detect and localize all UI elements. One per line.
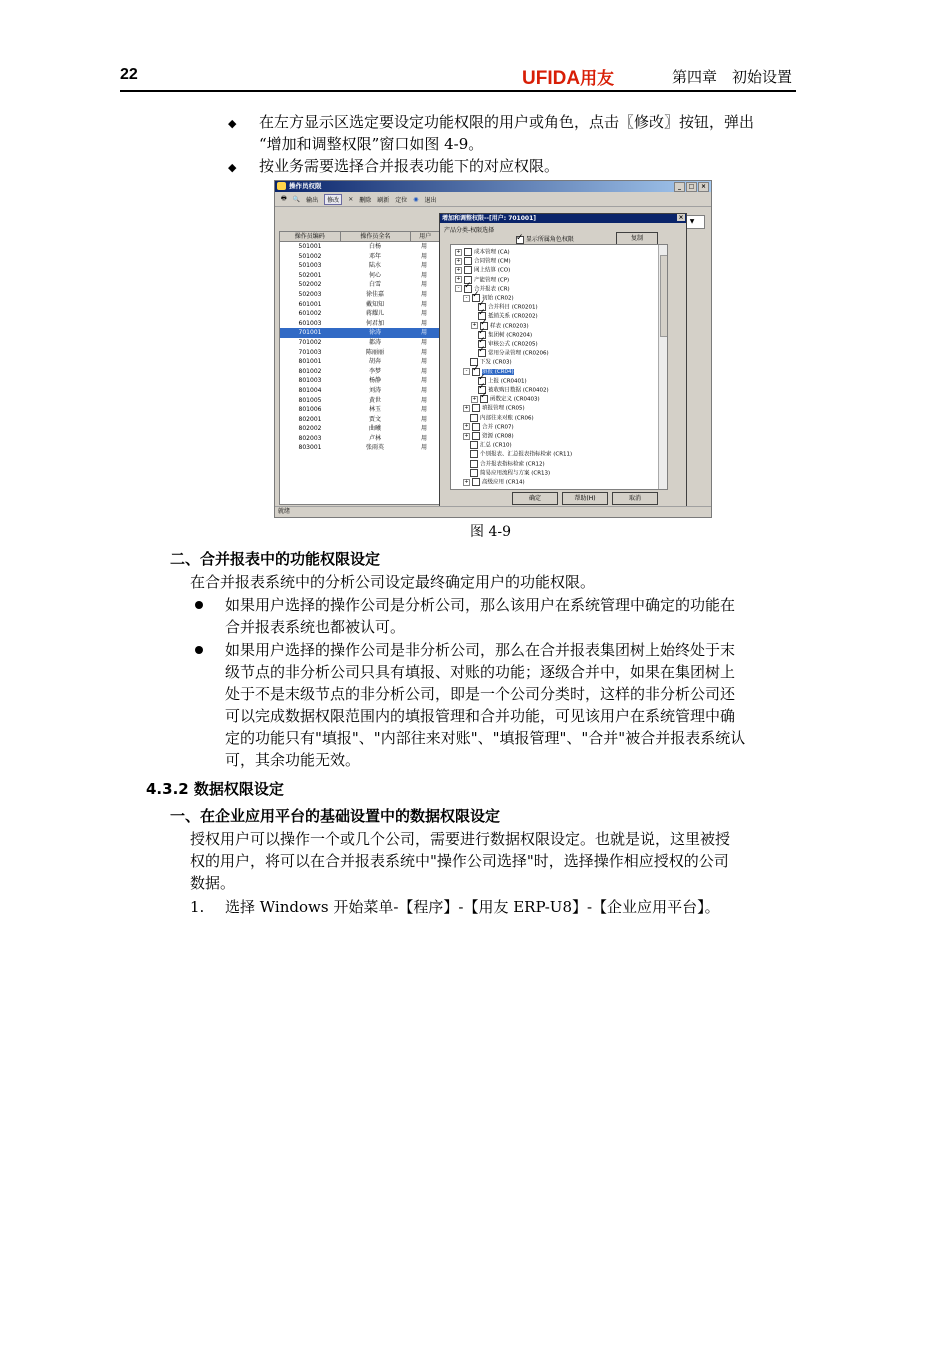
b2-line-6: 可，其余功能无效。 [225,751,361,769]
cell-name: 都涛 [368,338,381,346]
expand-icon[interactable]: + [464,432,469,439]
modify-button[interactable]: 修改 [324,194,342,205]
collapse-icon[interactable]: - [455,285,462,292]
checkbox-icon[interactable] [470,441,478,449]
grid-header [280,232,440,242]
tree-node-label: 函数定义 (CR0403) [490,396,540,403]
table-row[interactable] [280,319,440,329]
collapse-icon[interactable]: - [463,295,470,302]
cell-code: 502002 [298,281,322,289]
cell-user: 用 [420,329,427,337]
section-432-paragraph [190,828,730,894]
page-number: 22 [120,66,138,83]
cell-code: 803001 [298,444,322,452]
tree-node[interactable] [463,423,514,431]
tree-node-label: 合同管理 (CM) [474,258,511,265]
tree-scrollbar[interactable] [658,245,667,489]
combo-dropdown-icon[interactable]: ▼ [679,215,705,229]
cell-code: 701003 [298,348,322,356]
cell-code: 802003 [298,434,322,442]
tree-node-label: 合并科目 (CR0201) [488,304,538,311]
checkbox-icon[interactable] [464,257,472,265]
cell-user: 用 [420,262,427,270]
cell-name: 蒋耀儿 [365,310,384,318]
tree-node-label: 下发 (CR03) [480,359,512,366]
show-role-permission-checkbox[interactable] [516,234,574,244]
copy-button[interactable]: 复制 [616,232,658,245]
tree-spacer [471,314,476,319]
col-header-user[interactable]: 用户 [411,232,440,241]
section-432-subtitle: 一、在企业应用平台的基础设置中的数据权限设定 [170,807,501,825]
b1-line-2: 合并报表系统也都被认可。 [225,618,406,636]
cell-code: 501002 [298,252,322,260]
checkbox-icon[interactable] [480,395,488,403]
tree-spacer [463,415,468,420]
cell-user: 用 [420,396,427,404]
tree-node-label: 简易应用流程与方案 (CR13) [480,470,551,477]
cell-name: 贾文 [368,415,381,423]
close-button[interactable]: × [698,182,709,192]
b2-line-4: 可以完成数据权限范围内的填报管理和合并功能，可见该用户在系统管理中确 [225,707,736,725]
table-row[interactable] [280,405,440,415]
cell-code: 701002 [298,338,322,346]
cell-name: 白杨 [368,243,381,250]
cell-name: 杨静 [368,377,381,385]
table-row[interactable] [280,376,440,386]
tree-node-label: 合并报表 (CR) [474,286,510,293]
cell-name: 陈丽丽 [365,348,384,356]
tree-node[interactable] [455,248,510,256]
window-titlebar [275,181,711,192]
intro-bullet-1-line-2: “增加和调整权限”窗口如图 4-9。 [259,135,484,153]
tree-node[interactable] [463,469,550,477]
expand-icon[interactable]: + [456,276,461,283]
table-row[interactable] [280,338,440,348]
dialog-close-button[interactable]: × [678,214,684,221]
locate-button[interactable]: 定位 [395,196,408,204]
cell-user: 用 [420,300,427,308]
preview-icon[interactable]: 🔍 [292,195,301,203]
cell-user: 用 [420,444,427,452]
p-line-3: 数据。 [190,874,236,892]
cell-name: 徐涛 [368,329,381,337]
tree-spacer [463,360,468,365]
tree-node-label: 成本管理 (CA) [474,249,510,256]
checkbox-icon[interactable] [472,432,480,440]
cell-code: 701001 [298,329,322,337]
cell-user: 用 [420,348,427,356]
checkbox-icon[interactable] [464,285,472,293]
checkbox-icon[interactable] [472,404,480,412]
tree-node-label: 网上结算 (CO) [474,267,511,274]
tree-node-label: 上报 (CR0401) [488,378,527,385]
b2-line-3: 处于不是末级节点的非分析公司，即是一个公司分类时，这样的非分析公司还 [225,685,736,703]
cell-name: 刘涛 [368,386,381,394]
section-432-title: 4.3.2 数据权限设定 [146,780,284,798]
tree-node-label: 初始 (CR02) [482,295,514,302]
table-row[interactable] [280,280,440,290]
tree-node-label: 抵销关系 (CR0202) [488,313,538,320]
help-icon[interactable]: ◉ [413,195,419,203]
table-row[interactable] [280,367,440,377]
cell-user: 用 [420,271,427,279]
cancel-button[interactable]: 取消 [612,492,658,505]
section-2-title: 二、合并报表中的功能权限设定 [170,550,381,568]
group-label: 产品分类-权限选择 [444,227,495,234]
expand-icon[interactable]: + [456,257,461,264]
tree-node-label: 汇总 (CR10) [480,442,512,449]
cell-user: 用 [420,415,427,423]
permission-dialog [439,213,687,507]
cell-name: 戴知知 [365,300,384,308]
cell-code: 801005 [298,396,322,404]
expand-icon[interactable]: + [464,423,469,430]
cell-user: 用 [420,243,427,250]
tree-node-label: 填报 (CR04) [482,369,514,376]
checkbox-icon[interactable] [464,266,472,274]
table-row[interactable] [280,309,440,319]
step-text: 选择 Windows 开始菜单-【程序】-【用友 ERP-U8】-【企业应用平台】。 [225,898,720,916]
cell-user: 用 [420,425,427,433]
cell-user: 用 [420,319,427,327]
collapse-icon[interactable]: - [463,368,470,375]
tree-node[interactable] [463,478,525,486]
tree-node[interactable] [463,294,514,302]
refresh-button[interactable]: 刷新 [377,196,390,204]
delete-button[interactable]: 删除 [359,196,372,204]
tree-spacer [471,332,476,337]
ok-button[interactable]: 确定 [512,492,558,505]
cell-user: 用 [420,377,427,385]
diamond-bullet-icon: ◆ [228,161,237,174]
cell-code: 801001 [298,358,322,366]
checkbox-icon[interactable] [470,414,478,422]
cell-user: 用 [420,406,427,414]
expand-icon[interactable]: + [456,266,461,273]
logo-cn: 用友 [580,69,615,88]
cell-code: 802001 [298,415,322,423]
page-header [120,66,796,92]
cell-user: 用 [420,386,427,394]
checkbox-icon[interactable] [470,450,478,458]
tree-node[interactable] [463,414,534,422]
tree-node-label: 审核公式 (CR0205) [488,341,538,348]
table-row[interactable] [280,271,440,281]
tree-node[interactable] [455,266,510,274]
tree-node[interactable] [471,395,540,403]
logo-en: UFIDA [522,68,581,89]
step-number: 1. [190,898,205,916]
tree-node[interactable] [463,358,512,366]
tree-node-label: 高级应用 (CR14) [482,479,525,486]
p-line-1: 授权用户可以操作一个或几个公司，需要进行数据权限设定。也就是说，这里被授 [190,830,731,848]
tree-spacer [463,461,468,466]
section-2-bullet-2 [225,639,745,771]
cell-code: 601001 [298,300,322,308]
cell-code: 802002 [298,425,322,433]
cell-code: 801006 [298,406,322,414]
dialog-title: 增加和调整权限--[用户: 701001] [442,215,537,222]
operator-grid [279,231,441,505]
table-row[interactable] [280,242,440,252]
checkbox-icon[interactable] [472,423,480,431]
tree-spacer [471,388,476,393]
tree-node[interactable] [463,404,525,412]
cell-name: 白雪 [368,281,381,289]
tree-spacer [463,443,468,448]
tree-node[interactable] [455,285,510,293]
status-bar: 就绪 [275,506,712,517]
cell-user: 用 [420,310,427,318]
intro-bullet-1-line-1: 在左方显示区选定要设定功能权限的用户或角色，点击〖修改〗按钮，弹出 [259,113,755,131]
b2-line-5: 定的功能只有"填报"、"内部往来对账"、"填报管理"、"合并"被合并报表系统认 [225,729,746,747]
tree-node[interactable] [471,349,549,357]
table-row[interactable] [280,348,440,358]
show-role-permission-label: 显示所属角色权限 [525,236,574,243]
tree-spacer [463,452,468,457]
tree-node-label: 常用分录管理 (CR0206) [488,350,549,357]
table-row[interactable] [280,443,440,453]
tree-node-label: 集团树 (CR0204) [488,332,533,339]
b1-line-1: 如果用户选择的操作公司是分析公司，那么该用户在系统管理中确定的功能在 [225,596,736,614]
chapter-title: 第四章 初始设置 [671,68,792,86]
b2-line-2: 级节点的非分析公司只具有填报、对账的功能；逐级合并中，如果在集团树上 [225,663,736,681]
table-row[interactable] [280,386,440,396]
tree-node[interactable] [463,432,514,440]
intro-bullet-1 [259,111,799,155]
tree-node-label: 合并报表指标检索 (CR12) [480,461,545,468]
window-title: 操作员权限 [289,182,322,190]
toolbar [275,192,711,207]
app-icon [277,182,286,190]
cell-code: 501003 [298,262,322,270]
table-row[interactable] [280,300,440,310]
cell-code: 801003 [298,377,322,385]
cell-code: 801002 [298,367,322,375]
tree-spacer [471,378,476,383]
cell-user: 用 [420,290,427,298]
cell-name: 黄世 [368,396,381,404]
b2-line-1: 如果用户选择的操作公司是非分析公司，那么在合并报表集团树上始终处于末 [225,641,736,659]
cell-name: 徐佳嘉 [365,290,384,298]
tree-node[interactable] [463,450,572,458]
bullet-dot-icon [195,646,203,654]
tree-node-label: 产能管理 (CP) [474,277,510,284]
table-row[interactable] [280,415,440,425]
table-row[interactable] [280,357,440,367]
help-button[interactable]: 帮助(H) [562,492,608,505]
grid-body [280,242,440,453]
cell-user: 用 [420,338,427,346]
expand-icon[interactable]: + [464,478,469,485]
tree-node[interactable] [463,368,514,376]
cell-name: 何心 [368,271,381,279]
table-row[interactable] [280,434,440,444]
cell-user: 用 [420,358,427,366]
delete-icon[interactable]: ✕ [348,195,354,203]
tree-spacer [463,470,468,475]
checkbox-icon[interactable] [470,460,478,468]
checkbox-icon[interactable] [478,349,486,357]
operator-permission-window [274,180,712,518]
cell-code: 502003 [298,290,322,298]
minimize-button[interactable]: _ [674,182,685,192]
cell-name: 何君加 [365,319,384,327]
cell-name: 邓年 [368,252,381,260]
checkbox-icon[interactable] [472,478,480,486]
tree-node[interactable] [463,460,545,468]
table-row[interactable] [280,290,440,300]
cell-user: 用 [420,281,427,289]
section-2-intro: 在合并报表系统中的分析公司设定最终确定用户的功能权限。 [190,573,596,591]
expand-icon[interactable]: + [472,395,477,402]
cell-user: 用 [420,434,427,442]
scroll-thumb[interactable] [660,255,668,337]
maximize-button[interactable]: □ [686,182,697,192]
tree-spacer [471,305,476,310]
tree-node-label: 被收购日数据 (CR0402) [488,387,549,394]
exit-button[interactable]: 退出 [424,196,437,204]
cell-name: 曲曦 [368,425,381,433]
cell-name: 李梦 [368,367,381,375]
tree-node-label: 个别报表、汇总报表指标检索 (CR11) [480,451,573,458]
col-header-name[interactable]: 操作员全名 [341,232,412,241]
tree-node[interactable] [455,257,511,265]
expand-icon[interactable]: + [456,248,461,255]
cell-name: 卢林 [368,434,381,442]
cell-code: 501001 [298,243,322,250]
cell-name: 林玉 [368,406,381,414]
print-icon[interactable]: 🖶 [281,195,287,202]
permission-tree [450,244,668,490]
intro-bullet-2: 按业务需要选择合并报表功能下的对应权限。 [259,157,560,175]
expand-icon[interactable]: + [464,404,469,411]
tree-node[interactable] [463,441,512,449]
cell-code: 502001 [298,271,322,279]
output-button[interactable]: 输出 [306,196,319,204]
dialog-titlebar [440,214,686,223]
cell-name: 胡奔 [368,358,381,366]
table-row[interactable] [280,396,440,406]
checkbox-icon[interactable]: ✓ [516,232,524,243]
table-row[interactable] [280,328,440,338]
p-line-2: 权的用户，将可以在合并报表系统中"操作公司选择"时，选择操作相应授权的公司 [190,852,729,870]
col-header-code[interactable]: 操作员编码 [280,232,341,241]
cell-name: 陆水 [368,262,381,270]
expand-icon[interactable]: + [472,322,477,329]
checkbox-icon[interactable] [464,248,472,256]
tree-node-label: 内部往来对账 (CR06) [480,415,534,422]
tree-node-label: 资源 (CR08) [482,433,514,440]
ufida-logo [522,64,614,90]
tree-spacer [471,342,476,347]
cell-code: 601003 [298,319,322,327]
checkbox-icon[interactable] [470,469,478,477]
cell-name: 张雨英 [365,444,384,452]
diamond-bullet-icon: ◆ [228,117,237,130]
table-row[interactable] [280,424,440,434]
tree-spacer [471,351,476,356]
section-2-bullet-1 [225,594,735,638]
tree-node-label: 样表 (CR0203) [490,323,529,330]
cell-user: 用 [420,252,427,260]
tree-node-label: 填报管理 (CR05) [482,405,525,412]
cell-code: 601002 [298,310,322,318]
table-row[interactable] [280,252,440,262]
table-row[interactable] [280,261,440,271]
cell-code: 801004 [298,386,322,394]
tree-node-label: 合并 (CR07) [482,424,514,431]
cell-user: 用 [420,367,427,375]
bullet-dot-icon [195,601,203,609]
figure-caption: 图 4-9 [470,524,511,540]
